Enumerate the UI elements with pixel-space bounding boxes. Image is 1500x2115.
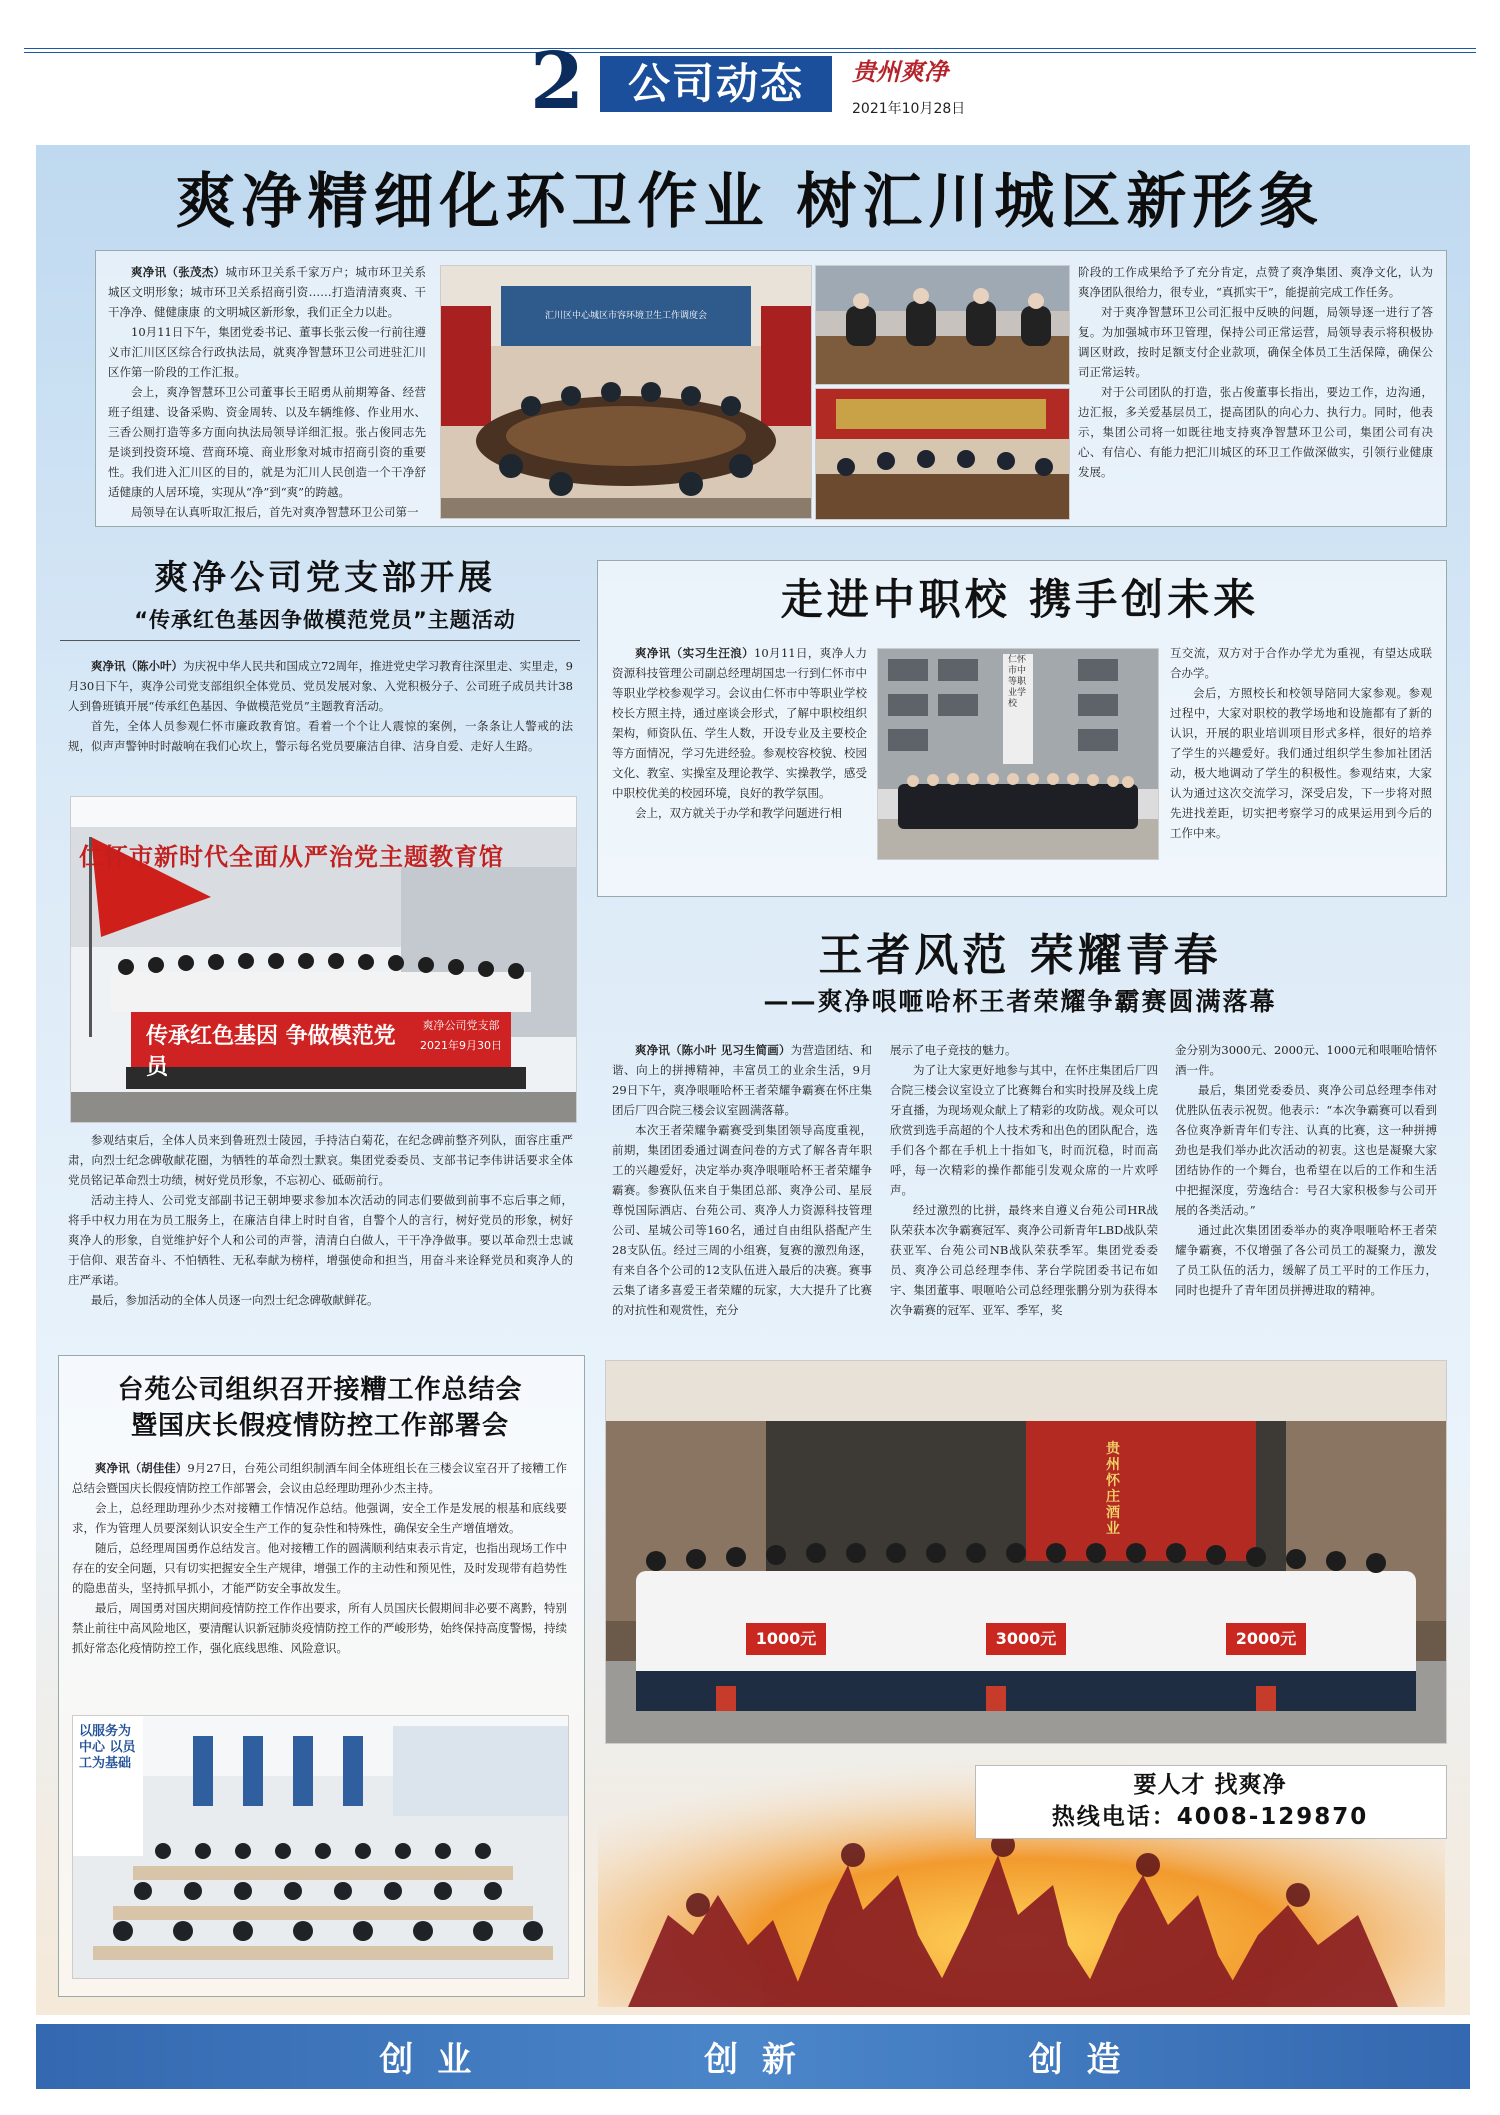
taiyuan-p3: 随后，总经理周国勇作总结发言。他对接糟工作的圆满顺利结束表示肯定，也指出现场工作中存在的安全问题，只有切实把握安全生产规律，增强工作的主动性和预见性，及时发现带有趋势性的隐患苗头，坚持抓早抓小，才能严防安全事故发生。 bbox=[72, 1541, 567, 1595]
footer-word-creation: 创 造 bbox=[1028, 2040, 1127, 2080]
party-banner-org: 爽净公司党支部 bbox=[422, 1019, 500, 1032]
lead-col1-p1: 爽净讯（张茂杰）城市环卫关系千家万户；城市环卫关系城区文明形象；城市环卫关系招商引资……打造清清爽爽、干干净净、健健康康 的文明城区新形象，我们正全力以赴。 bbox=[108, 265, 426, 319]
footer-banner bbox=[36, 2024, 1470, 2089]
game-col2-p2: 为了让大家更好地参与其中，在怀庄集团后厂四合院三楼会议室设立了比赛舞台和实时投屏及线上虎牙直播，为现场观众献上了精彩的攻防战。观众可以欣赏到选手高超的个人技术秀和出色的团队配合，选手们各个都在手机上十指如飞，时而沉稳，时而高呼，每一次精彩的操作都能引发观众席的一片欢呼声。 bbox=[890, 1063, 1158, 1197]
lead-col1 bbox=[108, 262, 426, 522]
party-body-p3: 最后，参加活动的全体人员逐一向烈士纪念碑敬献鲜花。 bbox=[91, 1293, 379, 1307]
game-col3-p3: 通过此次集团团委举办的爽净哏咂哈杯王者荣耀争霸赛，不仅增强了各公司员工的凝聚力，激发了员工队伍的活力，缓解了员工平时的工作压力，同时也提升了青年团员拼搏进取的精神。 bbox=[1175, 1223, 1437, 1297]
game-building-sign: 贵州怀庄酒业 bbox=[1106, 1441, 1120, 1537]
game-col2 bbox=[890, 1040, 1158, 1320]
party-banner-date: 2021年9月30日 bbox=[420, 1039, 502, 1052]
taiyuan-title-line2: 暨国庆长假疫情防控工作部署会 bbox=[130, 1411, 509, 1441]
lead-col4-p2: 对于爽净智慧环卫公司汇报中反映的问题，局领导逐一进行了答复。为加强城市环卫管理，保持公司正常运营，局领导表示将积极协调区财政，按时足额支付企业款项，确保全体员工生活保障，确保公司正常运转。 bbox=[1078, 305, 1433, 379]
school-plaque: 仁怀市中等职业学校 bbox=[1008, 655, 1027, 709]
game-col2-p1: 展示了电子竞技的魅力。 bbox=[890, 1043, 1017, 1057]
prize-board-1000: 1000元 bbox=[746, 1623, 826, 1655]
school-col3-p2: 会后，方照校长和校领导陪同大家参观。参观过程中，大家对职校的教学场地和设施都有了新的认识，开展的职业培训项目形式多样，很好的培养了学生的兴趣爱好。我们通过组织学生参加社团活动，极大地调动了学生的积极性。参观结束，大家认为通过这次交流学习，深受启发，下一步将对照先进找差距，切实把考察学习的成果运用到今后的工作中来。 bbox=[1170, 686, 1432, 840]
taiyuan-body bbox=[72, 1458, 567, 1658]
meeting-banner-text: 汇川区中心城区市容环境卫生工作调度会 bbox=[544, 311, 707, 321]
party-title: 爽净公司党支部开展 bbox=[154, 558, 496, 598]
party-body-text bbox=[68, 1130, 573, 1310]
meeting-photo-3 bbox=[815, 388, 1070, 520]
party-banner-slogan: 传承红色基因 争做模范党员 bbox=[146, 1024, 396, 1080]
lead-col1-p4: 局领导在认真听取汇报后，首先对爽净智慧环卫公司第一 bbox=[131, 505, 419, 519]
lead-col4-p1: 阶段的工作成果给予了充分肯定，点赞了爽净集团、爽净文化，认为爽净团队很给力，很专业，“真抓实干”，能提前完成工作任务。 bbox=[1078, 265, 1433, 299]
taiyuan-title-line1: 台苑公司组织召开接糟工作总结会 bbox=[117, 1375, 523, 1405]
taiyuan-p2: 会上，总经理助理孙少杰对接糟工作情况作总结。他强调，安全工作是发展的根基和底线要求，作为管理人员要深刻认识安全生产工作的复杂性和特殊性，确保安全生产增值增效。 bbox=[72, 1501, 567, 1535]
issue-date: 2021年10月28日 bbox=[852, 101, 966, 117]
brand-logo-text: 贵州爽净 bbox=[852, 57, 948, 86]
lead-col1-p3: 会上，爽净智慧环卫公司董事长王昭勇从前期筹备、经营班子组建、设备采购、资金周转、以及车辆维修、作业用水、三香公厕打造等多方面向执法局领导详细汇报。张占俊同志先是谈到投资环境、营商环境、商业形象对城市招商引资的重要性。我们进入汇川区的目的，就是为汇川人民创造一个干净舒适健康的人居环境，实现从“净”到“爽”的跨越。 bbox=[108, 385, 426, 499]
footer-word-startup: 创 业 bbox=[379, 2040, 478, 2080]
lead-headline: 爽净精细化环卫作业 树汇川城区新形象 bbox=[175, 167, 1325, 237]
game-winners-photo bbox=[605, 1360, 1447, 1744]
game-col1 bbox=[612, 1040, 872, 1320]
school-title: 走进中职校 携手创未来 bbox=[780, 575, 1260, 624]
school-col1-p1: 爽净讯（实习生汪浪）10月11日，爽净人力资源科技管理公司副总经理胡国忠一行到仁怀市中等职业学校参观学习。会议由仁怀市中等职业学校校长方照主持，通过座谈会形式，了解中职校组织架构，师资队伍、学生人数，开设专业及主要校企等方面情况，学习先进经验。参观校容校貌、校园文化、教室、实操室及理论教学、实操教学，感受中职校优美的校园环境，良好的教学氛围。 bbox=[612, 646, 867, 800]
party-intro-p1: 爽净讯（陈小叶）为庆祝中华人民共和国成立72周年，推进党史学习教育往深里走、实里走，9月30日下午，爽净公司党支部组织全体党员、党员发展对象、入党积极分子、公司班子成员共计38人到鲁班镇开展“传承红色基因、争做模范党员”主题教育活动。 bbox=[68, 659, 573, 713]
party-body-p1: 参观结束后，全体人员来到鲁班烈士陵园，手持洁白菊花，在纪念碑前整齐列队，面容庄重严肃，向烈士纪念碑敬献花圈，为牺牲的革命烈士默哀。集团党委委员、支部书记李伟讲话要求全体党员铭记革命烈士功绩，树好党员形象，不忘初心、砥砺前行。 bbox=[68, 1133, 573, 1187]
party-body-p2: 活动主持人、公司党支部副书记王朝坤要求参加本次活动的同志们要做到前事不忘后事之师，将手中权力用在为员工服务上，在廉洁自律上时时自省，自警个人的言行，树好党员的形象，树好爽净人的形象，自觉维护好个人和公司的声誉，清清白白做人，干干净净做事。要以革命烈士忠诚于信仰、艰苦奋斗、不怕牺牲、无私奉献为榜样，增强使命和担当，用奋斗来诠释党员和爽净人的庄严承诺。 bbox=[68, 1193, 573, 1287]
party-intro-p2: 首先，全体人员参观仁怀市廉政教育馆。看着一个个让人震惊的案例，一条条让人警戒的法规，似声声警钟时时敲响在我们心坎上，警示每名党员要廉洁自律、洁身自爱、走好人生路。 bbox=[68, 719, 573, 753]
taiyuan-p1: 爽净讯（胡佳佳）9月27日，台苑公司组织制酒车间全体班组长在三楼会议室召开了接糟工作总结会暨国庆长假疫情防控工作部署会，会议由总经理助理孙少杰主持。 bbox=[72, 1461, 567, 1495]
ad-line1: 要人才 找爽净 bbox=[1133, 1772, 1287, 1798]
game-col3-p1: 金分别为3000元、2000元、1000元和哏咂哈情怀酒一件。 bbox=[1175, 1043, 1437, 1077]
ad-hotline: 热线电话：4008-129870 bbox=[1051, 1804, 1369, 1830]
prize-board-3000: 3000元 bbox=[986, 1623, 1066, 1655]
header-rule-bottom bbox=[24, 52, 1476, 53]
game-col3-p2: 最后，集团党委委员、爽净公司总经理李伟对优胜队伍表示祝贺。他表示：“本次争霸赛可以看到各位爽净新青年们专注、认真的比赛，这一种拼搏劲也是我们举办此次活动的初衷。这也是凝聚大家团结协作的一个舞台，也希望在以后的工作和生活中把握深度，劳逸结合：号召大家积极参与公司开展的各类活动。” bbox=[1175, 1083, 1437, 1217]
prize-board-2000: 2000元 bbox=[1226, 1623, 1306, 1655]
section-label: 公司动态 bbox=[600, 56, 832, 112]
header-rule-top bbox=[24, 48, 1476, 49]
school-col3-p1: 互交流，双方对于合作办学尤为重视，有望达成联合办学。 bbox=[1170, 646, 1432, 680]
lead-col4-p3: 对于公司团队的打造，张占俊董事长指出，要边工作，边沟通，边汇报，多关爱基层员工，提高团队的向心力、执行力。同时，他表示，集团公司将一如既往地支持爽净智慧环卫公司，集团公司有决心、有信心、有能力把汇川城区的环卫工作做深做实，引领行业健康发展。 bbox=[1078, 385, 1433, 479]
game-subtitle: ——爽净哏咂哈杯王者荣耀争霸赛圆满落幕 bbox=[763, 987, 1277, 1016]
game-col1-p1: 爽净讯（陈小叶 见习生简画）为营造团结、和谐、向上的拼搏精神，丰富员工的业余生活，9月29日下午，爽净哏咂哈杯王者荣耀争霸赛在怀庄集团后厂四合院三楼会议室圆满落幕。 bbox=[612, 1043, 872, 1117]
school-col1 bbox=[612, 643, 867, 823]
game-col1-p2: 本次王者荣耀争霸赛受到集团领导高度重视，前期，集团团委通过调查问卷的方式了解各青年职工的兴趣爱好，决定举办爽净哏咂哈杯王者荣耀争霸赛。参赛队伍来自于集团总部、爽净公司、星辰尊悦国际酒店、台苑公司、爽净人力资源科技管理公司、星城公司等160名，通过自由组队搭配产生28支队伍。经过三周的小组赛，复赛的激烈角逐，有来自各个公司的12支队伍进入最后的决赛。赛事云集了诸多喜爱王者荣耀的玩家，大大提升了比赛的对抗性和观赏性，充分 bbox=[612, 1123, 872, 1317]
game-col3 bbox=[1175, 1040, 1437, 1300]
game-col2-p3: 经过激烈的比拼，最终来自遵义台苑公司HR战队荣获本次争霸赛冠军、爽净公司新青年LBD战队荣获亚军、台苑公司NB战队荣获季军。集团党委委员、爽净公司总经理李伟、茅台学院团委书记布如宇、集团董事、哏咂哈公司总经理张鹏分别为获得本次争霸赛的冠军、亚军、季军，奖 bbox=[890, 1203, 1158, 1317]
taiyuan-meeting-photo bbox=[72, 1715, 569, 1979]
lead-col1-p2: 10月11日下午，集团党委书记、董事长张云俊一行前往遵义市汇川区区综合行政执法局，就爽净智慧环卫公司进驻汇川区作第一阶段的工作汇报。 bbox=[108, 325, 426, 379]
party-building-sign: 仁怀市新时代全面从严治党主题教育馆 bbox=[79, 843, 504, 871]
footer-word-innovation: 创 新 bbox=[704, 2040, 802, 2080]
lead-col4 bbox=[1078, 262, 1433, 482]
party-subtitle: “传承红色基因争做模范党员”主题活动 bbox=[134, 608, 516, 632]
taiyuan-p4: 最后，周国勇对国庆期间疫情防控工作作出要求，所有人员国庆长假期间非必要不离黔，特别禁止前往中高风险地区，要清醒认识新冠肺炎疫情防控工作的严峻形势，始终保持高度警惕，持续抓好常态化疫情防控工作，强化底线思维、风险意识。 bbox=[72, 1601, 567, 1655]
meeting-photo-1 bbox=[440, 265, 812, 519]
party-intro-text bbox=[68, 656, 573, 756]
school-group-photo bbox=[877, 648, 1159, 860]
game-title: 王者风范 荣耀青春 bbox=[818, 930, 1222, 981]
party-group-photo bbox=[70, 796, 577, 1123]
page-number: 2 bbox=[530, 36, 585, 127]
school-col3 bbox=[1170, 643, 1432, 843]
party-title-rule bbox=[60, 640, 580, 641]
taiyuan-wall-slogan: 以服务为中心 以员工为基础 bbox=[79, 1724, 136, 1771]
school-col1-p2: 会上，双方就关于办学和教学问题进行相 bbox=[635, 806, 842, 820]
meeting-photo-2 bbox=[815, 265, 1070, 385]
